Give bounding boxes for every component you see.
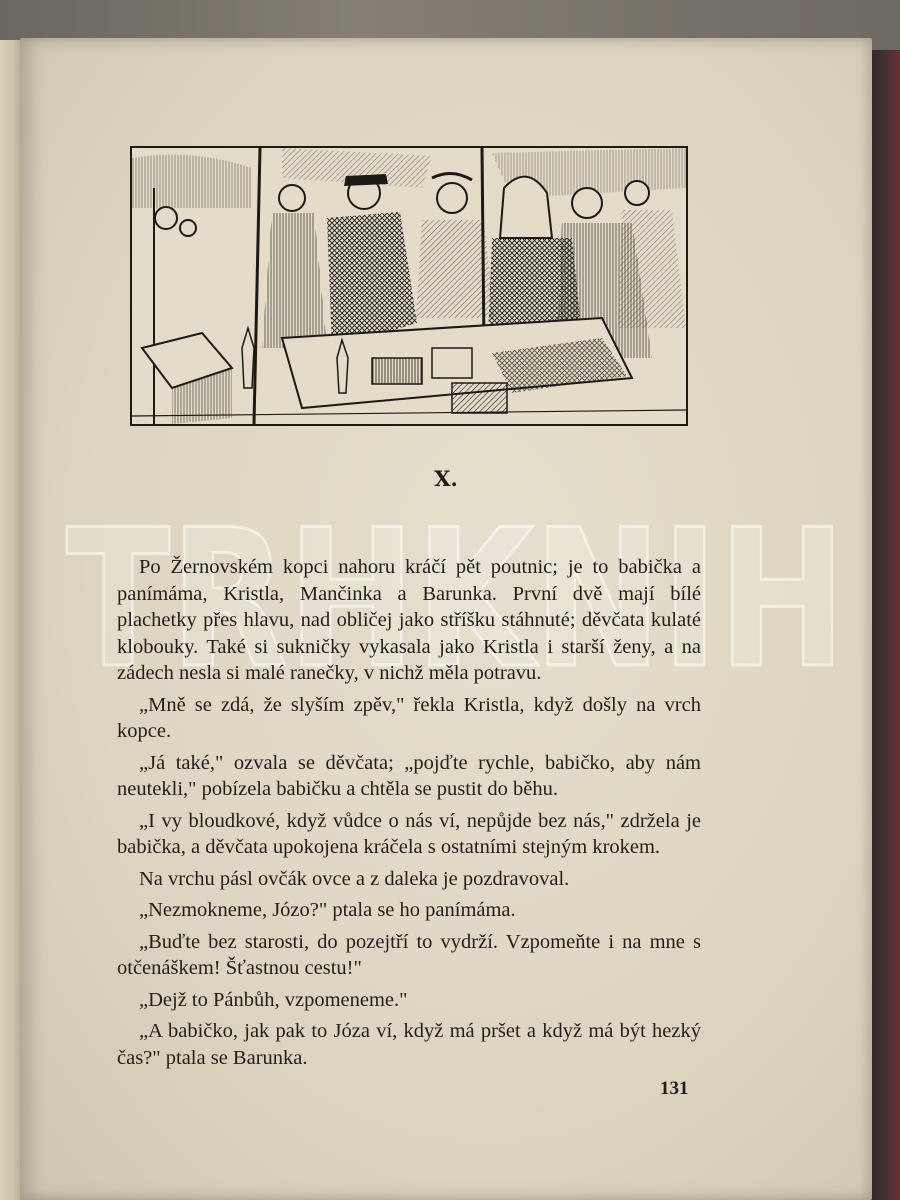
paragraph: Na vrchu pásl ovčák ovce a z daleka je pozdravoval. (139, 867, 570, 890)
paragraph: „A babičko, jak pak to Józa ví, když má pršet a když má být hezký čas?" ptala se Barunka. (117, 1020, 701, 1069)
body-text (117, 554, 701, 1076)
page-number: 131 (660, 1078, 689, 1099)
paragraph: Po Žernovském kopci nahoru kráčí pět poutnic; je to babička a panímáma, Kristla, Mančinka a Barunka. První dvě mají bílé plachetky přes hlavu, nad obličej jako stříšku stáhnuté; děvčata kulaté klobouky. Také si sukničky vykasala jako Kristla i starší ženy, a na zádech nesla si malé ranečky, v nichž měla potravu. (117, 556, 701, 684)
paragraph: „Buďte bez starosti, do pozejtří to vydrží. Vzpomeňte i na mne s otčenáškem! Šťastnou cestu!" (117, 930, 701, 979)
paragraph: „I vy bloudkové, když vůdce o nás ví, nepůjde bez nás," zdržela je babička, a děvčata upokojena kráčela s ostatními stejným krokem. (117, 809, 701, 858)
market-scene-illustration (130, 146, 688, 426)
book-page (20, 38, 872, 1200)
chapter-heading: X. (434, 466, 458, 491)
left-page-edge (0, 40, 22, 1200)
paragraph: „Mně se zdá, že slyším zpěv," řekla Kristla, když došly na vrch kopce. (117, 693, 701, 742)
paragraph: „Já také," ozvala se děvčata; „pojďte rychle, babičko, aby nám neutekli," pobízela babičku a chtěla se pustit do běhu. (117, 751, 701, 800)
paragraph: „Dejž to Pánbůh, vzpomeneme." (139, 988, 408, 1011)
watermark-text: TRHKNIH (66, 500, 846, 700)
paragraph: „Nezmokneme, Józo?" ptala se ho panímáma. (139, 899, 516, 921)
